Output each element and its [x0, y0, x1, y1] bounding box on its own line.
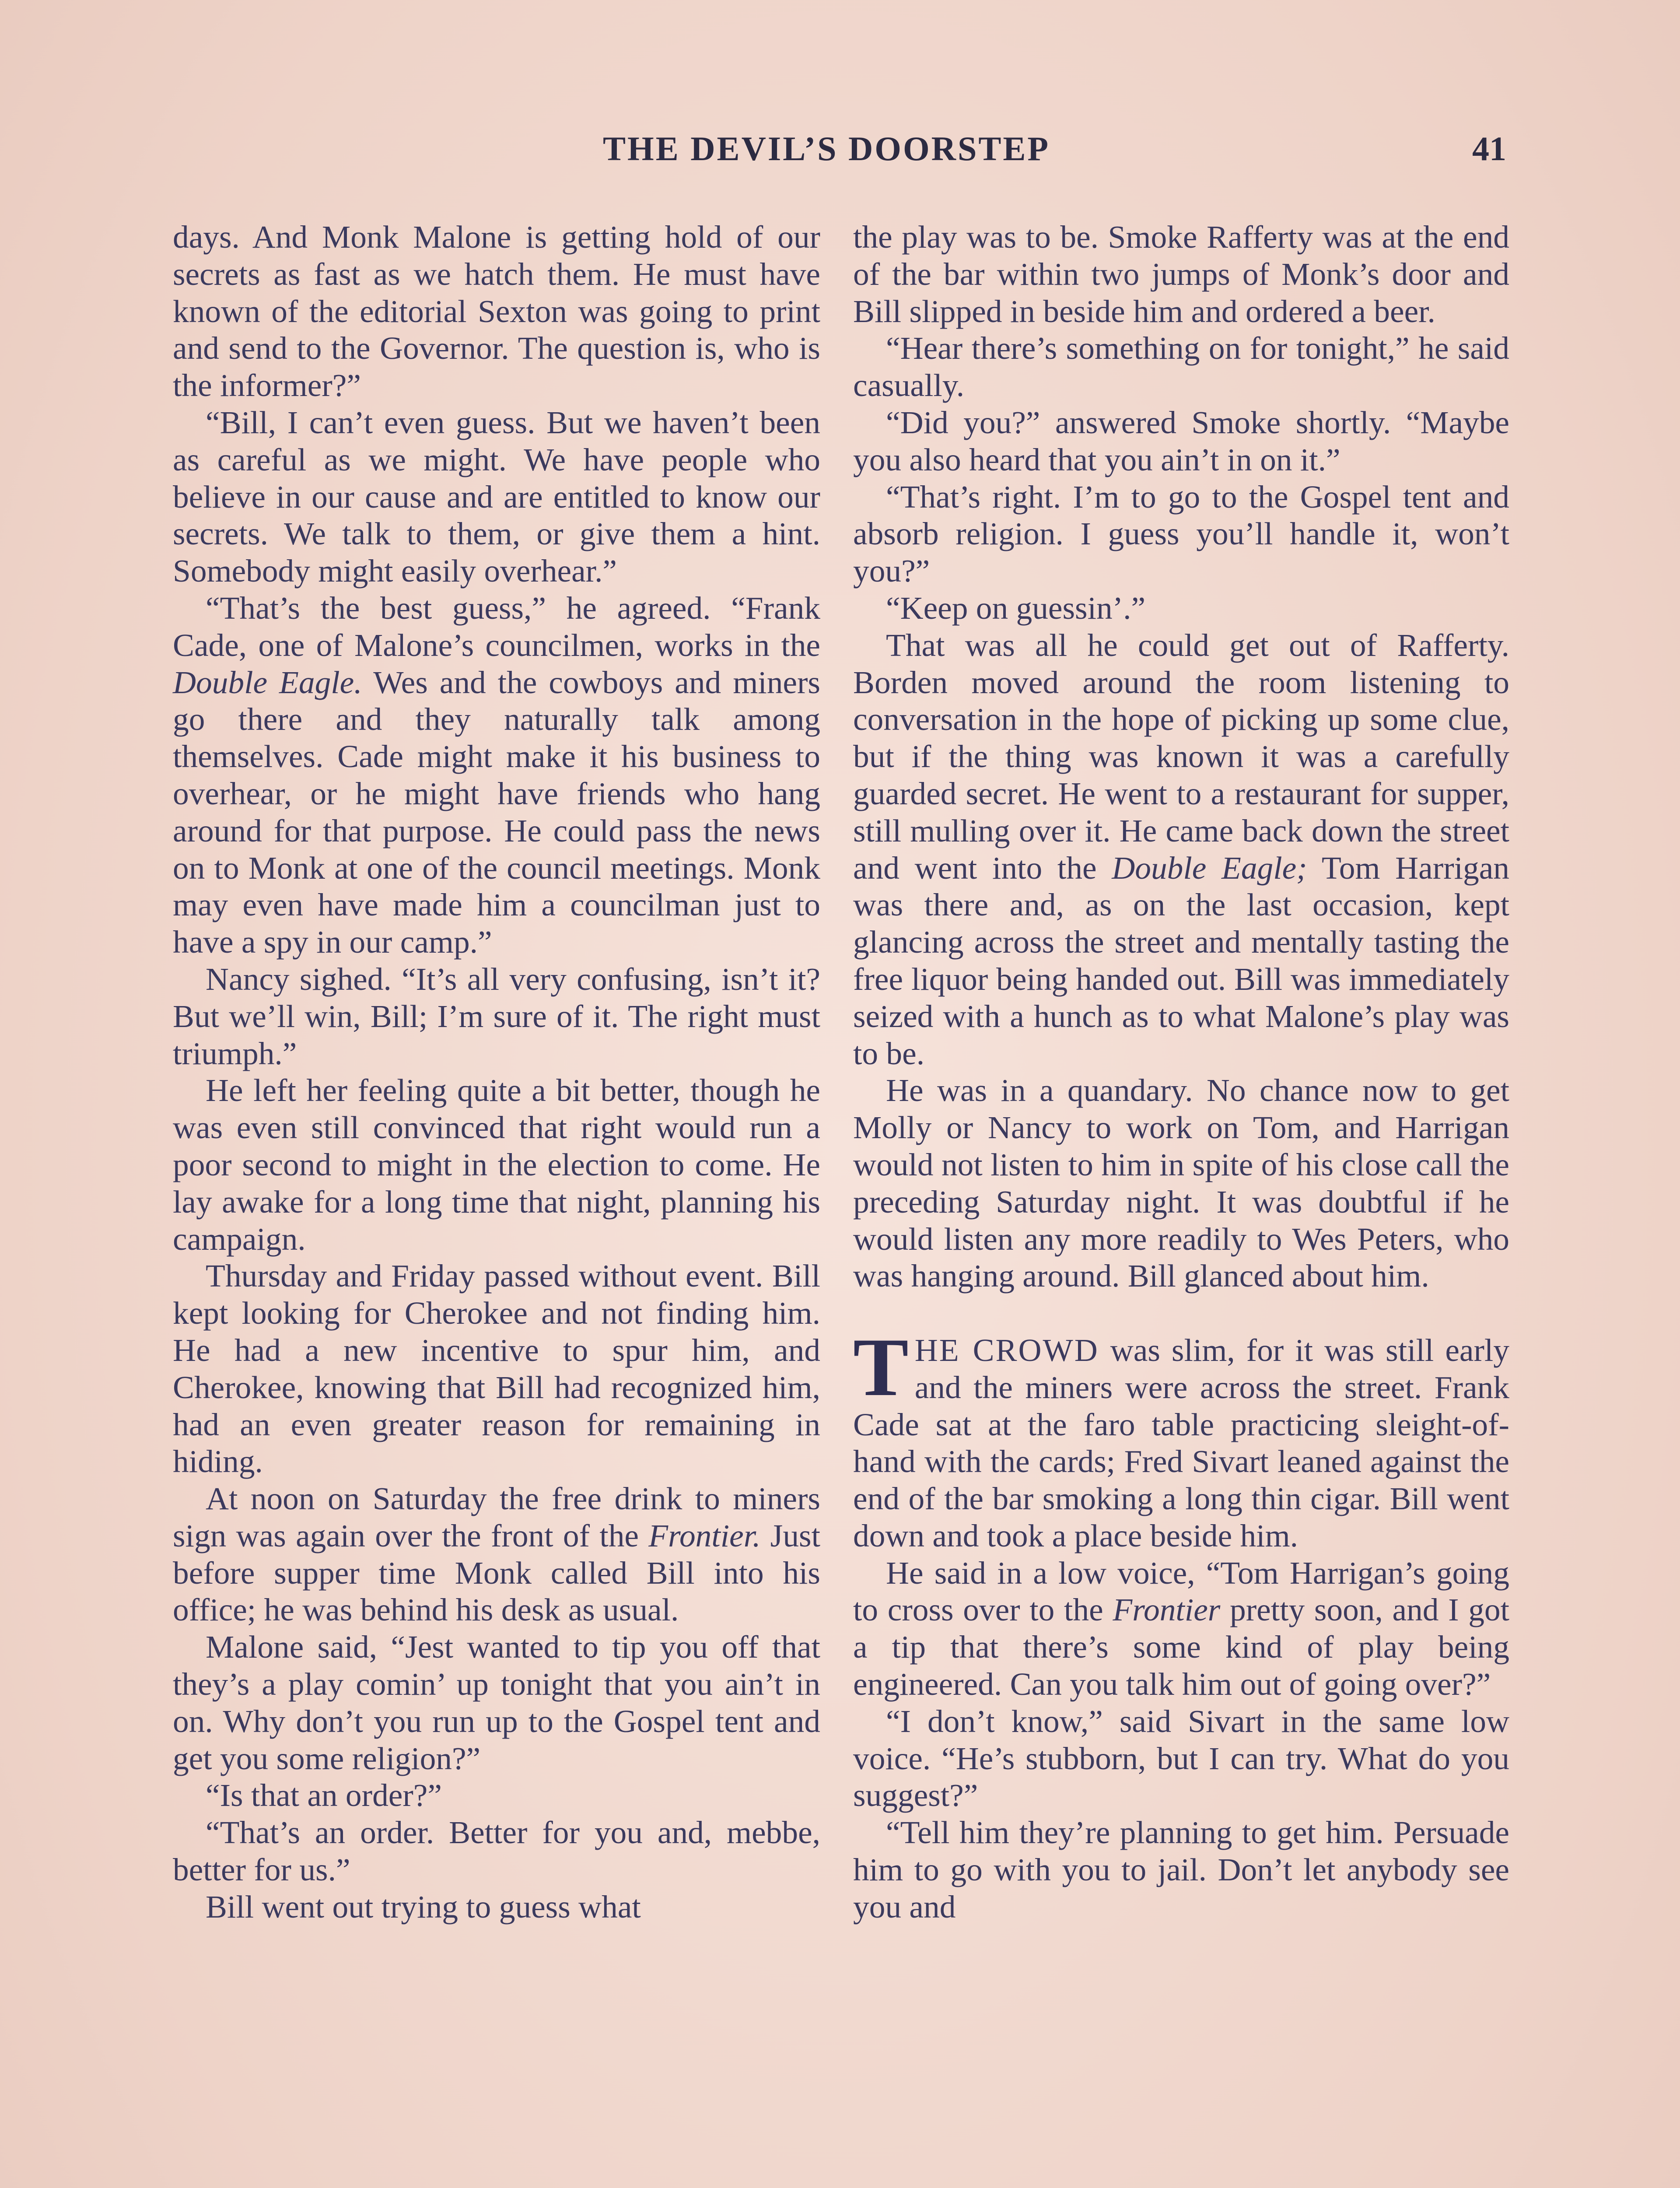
text-run: “That’s the best guess,” he agreed. “Frank Cade, one of Malone’s councilmen, works in the: [173, 590, 820, 663]
paragraph: the play was to be. Smoke Rafferty was at the end of the bar within two jumps of Monk’s door and Bill slipped in beside him and ordered a beer.: [853, 219, 1509, 329]
text-run: He said in a low voice, “Tom Harrigan’s going to cross over to the: [853, 1555, 1509, 1628]
text-run: Wes and the cowboys and miners go there and they naturally talk among themselves. Cade might make it his business to overhear, or he might have friends who hang around for that purpose. He could pass the news on to Monk at one of the council meetings. Monk may even have made him a councilman just to have a spy in our camp.”: [173, 664, 820, 960]
paragraph: “I don’t know,” said Sivart in the same low voice. “He’s stubborn, but I can try. What do you suggest?”: [853, 1703, 1509, 1813]
right-column: [853, 219, 1509, 1926]
paragraph: [173, 1480, 820, 1629]
text-run: Tom Harrigan was there and, as on the last occasion, kept glancing across the street and mentally tasting the free liquor being handed out. Bill was immediately seized with a hunch as to what Malone’s play was to be.: [853, 850, 1509, 1071]
paragraph: “Bill, I can’t even guess. But we haven’t been as careful as we might. We have people who believe in our cause and are entitled to know our secrets. We talk to them, or give them a hint. Somebody might easily overhear.”: [173, 404, 820, 589]
drop-cap: T: [853, 1321, 909, 1413]
text-run: That was all he could get out of Rafferty. Borden moved around the room listening to conversation in the hope of picking up some clue, but if the thing was known it was a carefully guarded secret. He went to a restaurant for supper, still mulling over it. He came back down the street and went into the: [853, 627, 1509, 886]
paragraph: days. And Monk Malone is getting hold of our secrets as fast as we hatch them. He must have known of the editorial Sexton was going to print and send to the Governor. The question is, who is the informer?”: [173, 219, 820, 403]
paragraph: “Is that an order?”: [206, 1778, 442, 1813]
paragraph: “Tell him they’re planning to get him. Persuade him to go with you to jail. Don’t let anybody see you and: [853, 1815, 1509, 1925]
text-run: was slim, for it was still early and the miners were across the street. Frank Cade sat at the faro table practicing sleight-of-hand with the cards; Fred Sivart leaned against the end of the bar smoking a long thin cigar. Bill went down and took a place beside him.: [853, 1332, 1509, 1553]
paragraph: [853, 627, 1509, 1073]
small-caps-lead: HE CROWD: [914, 1332, 1099, 1368]
paragraph: He left her feeling quite a bit better, though he was even still convinced that right would run a poor second to might in the election to come. He lay awake for a long time that night, planning his campaign.: [173, 1073, 820, 1257]
paragraph: Nancy sighed. “It’s all very confusing, isn’t it? But we’ll win, Bill; I’m sure of it. The right must triumph.”: [173, 961, 820, 1071]
text-run: Just before supper time Monk called Bill into his office; he was behind his desk as usual.: [173, 1518, 820, 1628]
section-break: [853, 1295, 1509, 1332]
paragraph: “Keep on guessin’.”: [886, 590, 1146, 626]
running-header: [0, 129, 1680, 173]
italic-title: Frontier.: [648, 1518, 761, 1553]
paragraph: “Hear there’s something on for tonight,” he said casually.: [853, 330, 1509, 403]
italic-title: Double Eagle.: [173, 664, 362, 700]
paragraph: “Did you?” answered Smoke shortly. “Maybe you also heard that you ain’t in on it.”: [853, 404, 1509, 477]
text-run: pretty soon, and I got a tip that there’s some kind of play being engineered. Can you talk him out of going over?”: [853, 1592, 1509, 1702]
text-run: At noon on Saturday the free drink to miners sign was again over the front of the: [173, 1481, 820, 1553]
paragraph-dropcap: [853, 1321, 1509, 1555]
paragraph: [853, 1555, 1509, 1703]
page-number: 41: [1472, 130, 1506, 168]
paragraph: Bill went out trying to guess what: [206, 1889, 641, 1925]
running-title: THE DEVIL’S DOORSTEP: [603, 130, 1050, 168]
paragraph: “That’s an order. Better for you and, mebbe, better for us.”: [173, 1815, 820, 1888]
paragraph: Malone said, “Jest wanted to tip you off that they’s a play comin’ up tonight that you ain’t in on. Why don’t you run up to the Gospel tent and get you some religion?”: [173, 1629, 820, 1776]
paragraph: He was in a quandary. No chance now to get Molly or Nancy to work on Tom, and Harrigan would not listen to him in spite of his close call the preceding Saturday night. It was doubtful if he would listen any more readily to Wes Peters, who was hanging around. Bill glanced about him.: [853, 1073, 1509, 1294]
left-column: [173, 219, 820, 1926]
italic-title: Frontier: [1113, 1592, 1221, 1628]
paragraph: “That’s right. I’m to go to the Gospel tent and absorb religion. I guess you’ll handle it, won’t you?”: [853, 479, 1509, 589]
paragraph: [173, 590, 820, 961]
italic-title: Double Eagle;: [1112, 850, 1307, 886]
paragraph: Thursday and Friday passed without event. Bill kept looking for Cherokee and not finding him. He had a new incentive to spur him, and Cherokee, knowing that Bill had recognized him, had an even greater reason for remaining in hiding.: [173, 1258, 820, 1480]
